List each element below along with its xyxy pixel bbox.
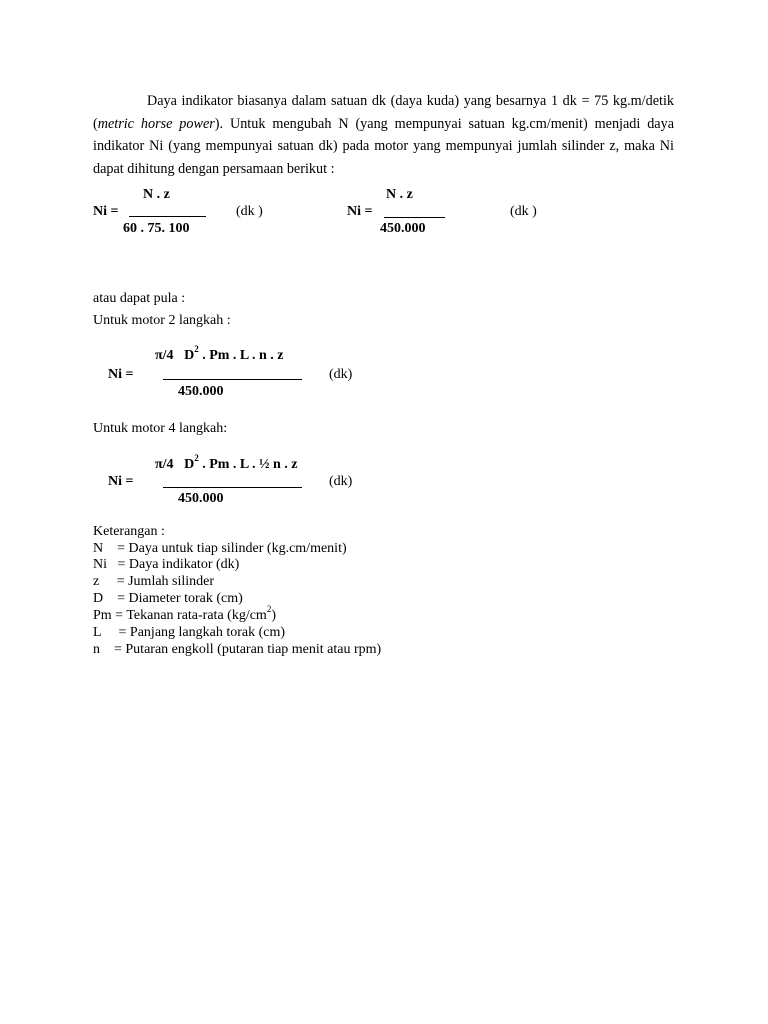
pi-symbol: π/4 xyxy=(155,457,174,472)
two-stroke-lhs: Ni = xyxy=(108,367,134,382)
formula1-numerator: N . z xyxy=(143,187,170,202)
two-stroke-heading: Untuk motor 2 langkah : xyxy=(93,313,231,328)
legend-title: Keterangan : xyxy=(93,524,165,539)
legend-line-pm: Pm = Tekanan rata-rata $(kg/cm^2)$ xyxy=(93,604,276,623)
two-stroke-numerator: π/4 $D^2$ . Pm . L . n . z xyxy=(155,344,284,363)
legend-line-l: L = Panjang langkah torak (cm) xyxy=(93,625,286,640)
formula1-fraction-bar xyxy=(129,216,206,217)
formula2-denominator: 450.000 xyxy=(380,221,426,236)
four-stroke-unit: (dk) xyxy=(329,474,353,489)
four-stroke-numerator: π/4 $D^2$ . Pm . L . ½ n . z xyxy=(155,453,298,472)
four-stroke-denominator: 450.000 xyxy=(178,491,224,506)
two-stroke-unit: (dk) xyxy=(329,367,353,382)
four-stroke-fraction-bar xyxy=(163,487,302,488)
intro-italic: metric horse power xyxy=(97,115,215,132)
legend-line-n-rpm: n = Putaran engkoll (putaran tiap menit atau rpm) xyxy=(93,642,382,657)
intro-text-1: Daya indikator biasanya dalam satuan dk (daya kuda) yang besarnya 1 dk = 75 kg.m/detik ( xyxy=(93,93,674,132)
alt-text: atau dapat pula : xyxy=(93,291,186,306)
two-stroke-fraction-bar xyxy=(163,379,302,380)
pi-symbol: π/4 xyxy=(155,348,174,363)
formula2-numerator: N . z xyxy=(386,187,413,202)
formula2-fraction-bar xyxy=(384,217,445,218)
intro-paragraph xyxy=(93,90,674,180)
four-stroke-lhs: Ni = xyxy=(108,474,134,489)
legend-line-ni: Ni = Daya indikator (dk) xyxy=(93,557,240,572)
two-stroke-denominator: 450.000 xyxy=(178,384,224,399)
formula2-lhs: Ni = xyxy=(347,204,373,219)
intro-text-2: ). Untuk mengubah N (yang mempunyai satuan kg.cm/menit) menjadi daya indikator Ni (yang mempunyai satuan dk) pada motor yang mempunyai jumlah silinder z, maka Ni dapat dihitung dengan persamaan berikut : xyxy=(93,115,674,177)
formula2-unit: (dk ) xyxy=(510,204,537,219)
formula1-lhs: Ni = xyxy=(93,204,119,219)
legend-line-n: N = Daya untuk tiap silinder (kg.cm/menit) xyxy=(93,541,347,556)
legend-line-d: D = Diameter torak (cm) xyxy=(93,591,243,606)
formula1-denominator: 60 . 75. 100 xyxy=(123,221,190,236)
legend-line-z: z = Jumlah silinder xyxy=(93,574,215,589)
formula1-unit: (dk ) xyxy=(236,204,263,219)
four-stroke-heading: Untuk motor 4 langkah: xyxy=(93,421,228,436)
